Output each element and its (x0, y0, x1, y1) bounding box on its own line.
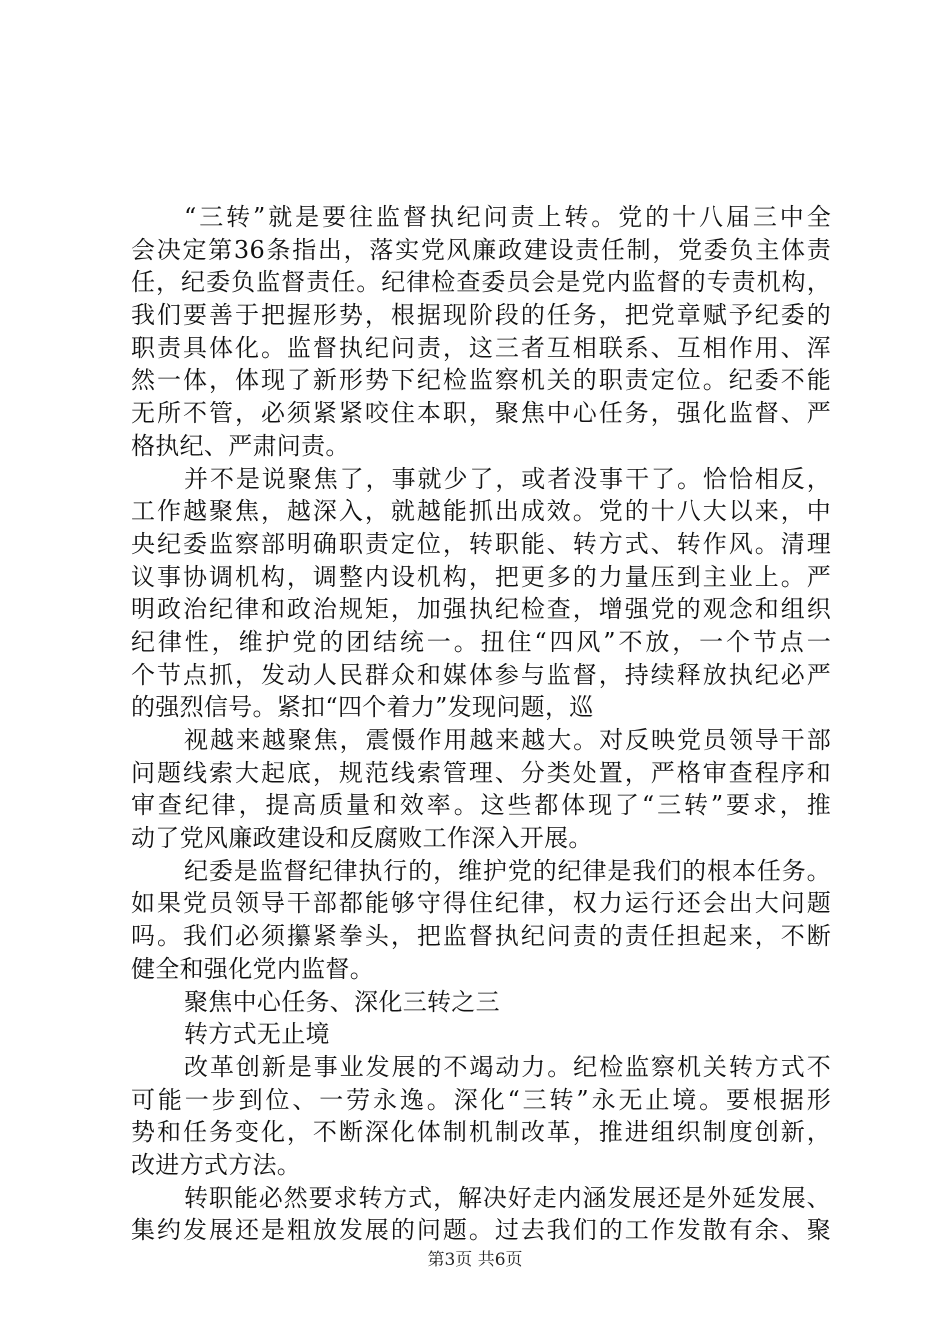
text-line: 健全和强化党内监督。 (131, 954, 374, 983)
text-line: 我们要善于把握形势，根据现阶段的任务，把党章赋予纪委的 (131, 301, 831, 330)
text-line: 议事协调机构，调整内设机构，把更多的力量压到主业上。严 (131, 562, 831, 591)
text-line: 央纪委监察部明确职责定位，转职能、转方式、转作风。清理 (131, 529, 831, 558)
text-line: 工作越聚焦，越深入，就越能抓出成效。党的十八大以来，中 (131, 497, 831, 526)
text-line: 如果党员领导干部都能够守得住纪律，权力运行还会出大问题 (131, 889, 831, 918)
text-line: 视越来越聚焦，震慑作用越来越大。对反映党员领导干部 (184, 726, 831, 754)
text-line: 可能一步到位、一劳永逸。深化“三转”永无止境。要根据形 (131, 1085, 831, 1114)
page-footer: 第3页 共6页 (427, 1250, 523, 1270)
text-line: 个节点抓，发动人民群众和媒体参与监督，持续释放执纪必严 (131, 660, 831, 689)
text-line: 改进方式方法。 (131, 1150, 302, 1179)
text-line: 转职能必然要求转方式，解决好走内涵发展还是外延发展、 (184, 1183, 831, 1212)
text-line: 职责具体化。监督执纪问责，这三者互相联系、互相作用、浑 (131, 333, 831, 362)
text-line: 明政治纪律和政治规矩，加强执纪检查，增强党的观念和组织 (131, 595, 831, 624)
text-line: 无所不管，必须紧紧咬住本职，聚焦中心任务，强化监督、严 (131, 399, 831, 428)
text-line: 纪委是监督纪律执行的，维护党的纪律是我们的根本任务。 (184, 856, 831, 885)
text-line: 转方式无止境 (184, 1020, 330, 1049)
text-line: 格执纪、严肃问责。 (131, 431, 350, 460)
text-line: 并不是说聚焦了，事就少了，或者没事干了。恰恰相反， (184, 464, 831, 493)
text-line: 势和任务变化，不断深化体制机制改革，推进组织制度创新， (131, 1118, 831, 1147)
text-line: 集约发展还是粗放发展的问题。过去我们的工作发散有余、聚 (131, 1216, 831, 1245)
text-line: 会决定第36条指出，落实党风廉政建设责任制，党委负主体责 (131, 235, 831, 264)
text-line: 纪律性，维护党的团结统一。扭住“四风”不放，一个节点一 (131, 627, 831, 656)
text-line: 吗。我们必须攥紧拳头，把监督执纪问责的责任担起来，不断 (131, 922, 831, 951)
text-line: 聚焦中心任务、深化三转之三 (184, 987, 500, 1016)
text-line: 动了党风廉政建设和反腐败工作深入开展。 (131, 824, 593, 853)
text-line: 任，纪委负监督责任。纪律检查委员会是党内监督的专责机构， (131, 268, 831, 297)
text-line: 的强烈信号。紧扣“四个着力”发现问题，巡 (131, 693, 594, 722)
text-line: 然一体，体现了新形势下纪检监察机关的职责定位。纪委不能 (131, 366, 831, 395)
text-line: 问题线索大起底，规范线索管理、分类处置，严格审查程序和 (131, 758, 831, 787)
text-line: “三转”就是要往监督执纪问责上转。党的十八届三中全 (184, 203, 831, 231)
text-line: 审查纪律，提高质量和效率。这些都体现了“三转”要求，推 (131, 791, 831, 820)
text-line: 改革创新是事业发展的不竭动力。纪检监察机关转方式不 (184, 1052, 831, 1081)
document-body (131, 201, 831, 1247)
